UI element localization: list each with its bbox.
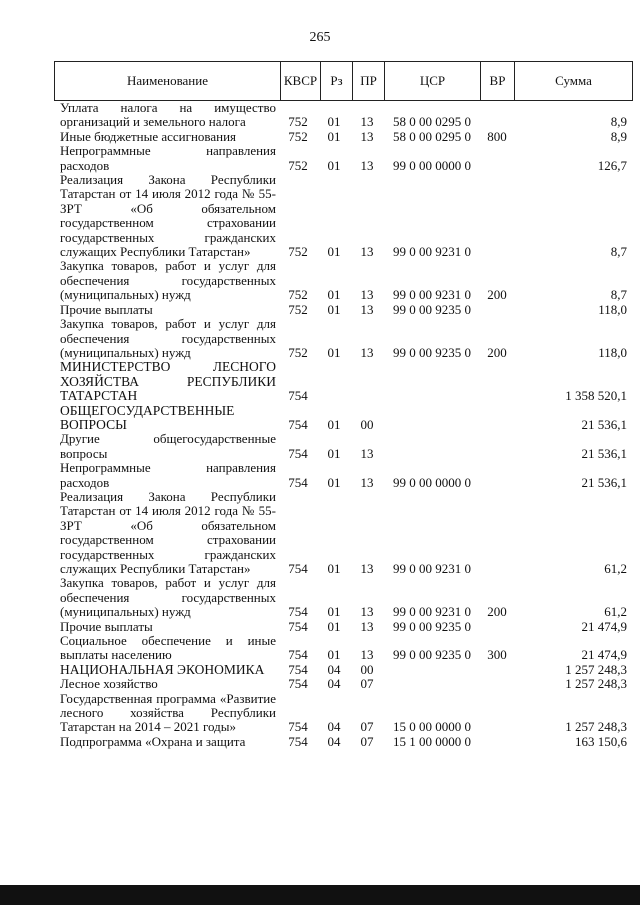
cell-pr: 13 — [360, 561, 374, 576]
cell-sum: 1 257 248,3 — [565, 661, 627, 677]
cell-rz: 01 — [327, 301, 341, 317]
cell-sum: 1 257 248,3 — [565, 676, 627, 692]
cell-pr: 00 — [360, 416, 374, 432]
cell-sum: 21 474,9 — [581, 647, 627, 663]
cell-csr: 15 1 00 0000 0 — [393, 733, 471, 749]
row-name: Государственная программа «Развитие лесного хозяйства Республики Татарстан на 2014 – 2021 годы» — [60, 690, 276, 735]
cell-pr: 07 — [360, 676, 374, 692]
table-row — [54, 360, 633, 403]
cell-pr: 00 — [360, 661, 374, 677]
cell-sum: 1 257 248,3 — [565, 719, 627, 735]
cell-sum: 126,7 — [597, 157, 627, 173]
cell-csr: 99 0 00 9235 0 — [393, 618, 471, 634]
cell-kvsr: 752 — [288, 114, 308, 130]
cell-rz: 04 — [327, 719, 341, 735]
cell-sum: 8,7 — [610, 287, 627, 303]
cell-rz: 01 — [327, 561, 341, 576]
cell-kvsr: 754 — [288, 561, 308, 576]
cell-kvsr: 752 — [288, 244, 308, 260]
row-name: Непрограммные направления расходов — [60, 460, 276, 490]
cell-vr: 200 — [487, 344, 507, 360]
row-name: Лесное хозяйство — [60, 676, 158, 692]
row-name: Другие общегосударственные вопросы — [60, 431, 276, 461]
cell-kvsr: 752 — [288, 344, 308, 360]
cell-pr: 13 — [360, 445, 374, 461]
cell-rz: 04 — [327, 733, 341, 749]
cell-kvsr: 752 — [288, 287, 308, 303]
cell-sum: 21 474,9 — [581, 618, 627, 634]
row-name: МИНИСТЕРСТВО ЛЕСНОГО ХОЗЯЙСТВА РЕСПУБЛИКИ ТАТАРСТАН — [60, 359, 276, 404]
cell-kvsr: 754 — [288, 388, 308, 404]
row-name: ОБЩЕГОСУДАРСТВЕННЫЕ ВОПРОСЫ — [60, 402, 235, 432]
table-row — [54, 173, 633, 259]
cell-sum: 8,7 — [610, 244, 627, 260]
row-name: Подпрограмма «Охрана и защита — [60, 733, 246, 749]
cell-pr: 13 — [360, 244, 374, 260]
cell-pr: 13 — [360, 474, 374, 490]
cell-pr: 13 — [360, 128, 374, 144]
row-name: Закупка товаров, работ и услуг для обеспечения государственных (муниципальных) нужд — [60, 575, 276, 620]
cell-vr: 200 — [487, 604, 507, 620]
cell-csr: 99 0 00 0000 0 — [393, 474, 471, 490]
cell-vr: 300 — [487, 647, 507, 663]
cell-rz: 01 — [327, 647, 341, 663]
budget-table — [54, 61, 633, 749]
cell-rz: 04 — [327, 676, 341, 692]
cell-csr: 99 0 00 9235 0 — [393, 301, 471, 317]
cell-kvsr: 752 — [288, 128, 308, 144]
cell-sum: 118,0 — [598, 301, 627, 317]
table-row — [54, 461, 633, 490]
cell-vr: 800 — [487, 128, 507, 144]
row-name: НАЦИОНАЛЬНАЯ ЭКОНОМИКА — [60, 661, 265, 677]
cell-rz: 01 — [327, 128, 341, 144]
cell-rz: 01 — [327, 604, 341, 620]
table-row — [54, 259, 633, 302]
cell-kvsr: 754 — [288, 474, 308, 490]
cell-csr: 15 0 00 0000 0 — [393, 719, 471, 735]
cell-pr: 07 — [360, 733, 374, 749]
cell-csr: 99 0 00 9235 0 — [393, 647, 471, 663]
row-name: Закупка товаров, работ и услуг для обеспечения государственных (муниципальных) нужд — [60, 258, 276, 303]
cell-rz: 04 — [327, 661, 341, 677]
row-name: Социальное обеспечение и иные выплаты населению — [60, 633, 276, 663]
cell-pr: 13 — [360, 604, 374, 620]
header-sum: Сумма — [555, 73, 592, 88]
cell-pr: 13 — [360, 344, 374, 360]
header-csr: ЦСР — [385, 62, 481, 100]
table-row — [54, 735, 633, 749]
cell-rz: 01 — [327, 445, 341, 461]
cell-kvsr: 754 — [288, 604, 308, 620]
row-name: Прочие выплаты — [60, 301, 153, 317]
cell-kvsr: 754 — [288, 647, 308, 663]
table-row — [54, 432, 633, 461]
cell-sum: 21 536,1 — [581, 474, 627, 490]
row-name: Иные бюджетные ассигнования — [60, 128, 237, 144]
cell-csr: 58 0 00 0295 0 — [393, 114, 471, 130]
header-name: Наименование — [55, 62, 281, 100]
cell-kvsr: 754 — [288, 661, 308, 677]
table-row — [54, 677, 633, 691]
table-row — [54, 130, 633, 144]
cell-sum: 163 150,6 — [575, 733, 627, 749]
row-name: Реализация Закона Республики Татарстан от 14 июля 2012 года № 55-ЗРТ «Об обязательном государственном страховании государственных гражданских служащих Республики Татарстан» — [60, 488, 276, 576]
row-name: Закупка товаров, работ и услуг для обеспечения государственных (муниципальных) нужд — [60, 316, 276, 360]
cell-pr: 13 — [360, 618, 374, 634]
cell-csr: 58 0 00 0295 0 — [393, 128, 471, 144]
cell-csr: 99 0 00 9231 0 — [393, 287, 471, 303]
header-vr: ВР — [481, 62, 515, 100]
scan-bottom-edge — [0, 885, 640, 905]
table-row — [54, 663, 633, 677]
cell-sum: 61,2 — [604, 561, 627, 576]
table-row — [54, 634, 633, 663]
cell-kvsr: 752 — [288, 301, 308, 317]
row-name: Реализация Закона Республики Татарстан от 14 июля 2012 года № 55-ЗРТ «Об обязательном государственном страховании государственных гражданских служащих Республики Татарстан» — [60, 172, 276, 260]
cell-rz: 01 — [327, 287, 341, 303]
cell-csr: 99 0 00 9235 0 — [393, 344, 471, 360]
cell-sum: 118,0 — [598, 344, 627, 360]
cell-pr: 13 — [360, 157, 374, 173]
row-name: Непрограммные направления расходов — [60, 143, 276, 173]
cell-csr: 99 0 00 9231 0 — [393, 561, 471, 576]
table-body — [54, 101, 633, 749]
cell-vr: 200 — [487, 287, 507, 303]
cell-kvsr: 754 — [288, 416, 308, 432]
cell-rz: 01 — [327, 618, 341, 634]
table-row — [54, 620, 633, 634]
cell-sum: 1 358 520,1 — [565, 388, 627, 404]
cell-kvsr: 754 — [288, 618, 308, 634]
cell-sum: 8,9 — [610, 114, 627, 130]
cell-csr: 99 0 00 0000 0 — [393, 157, 471, 173]
cell-pr: 13 — [360, 647, 374, 663]
table-row — [54, 101, 633, 130]
table-row — [54, 317, 633, 360]
table-row — [54, 692, 633, 735]
row-name: Уплата налога на имущество организаций и земельного налога — [60, 100, 276, 130]
table-row — [54, 404, 633, 433]
cell-sum: 21 536,1 — [581, 445, 627, 461]
cell-csr: 99 0 00 9231 0 — [393, 244, 471, 260]
cell-sum: 61,2 — [604, 604, 627, 620]
table-row — [54, 144, 633, 173]
cell-csr: 99 0 00 9231 0 — [393, 604, 471, 620]
cell-sum: 21 536,1 — [581, 416, 627, 432]
cell-kvsr: 754 — [288, 445, 308, 461]
table-row — [54, 490, 633, 576]
cell-rz: 01 — [327, 244, 341, 260]
page-number: 265 — [309, 30, 331, 45]
table-header — [54, 61, 633, 101]
row-name: Прочие выплаты — [60, 618, 153, 634]
cell-rz: 01 — [327, 416, 341, 432]
cell-sum: 8,9 — [610, 128, 627, 144]
cell-kvsr: 754 — [288, 676, 308, 692]
table-row — [54, 576, 633, 619]
cell-kvsr: 754 — [288, 733, 308, 749]
cell-rz: 01 — [327, 474, 341, 490]
cell-pr: 13 — [360, 301, 374, 317]
header-kvsr: КВСР — [281, 62, 321, 100]
cell-rz: 01 — [327, 157, 341, 173]
cell-pr: 07 — [360, 719, 374, 735]
cell-kvsr: 754 — [288, 719, 308, 735]
cell-kvsr: 752 — [288, 157, 308, 173]
cell-pr: 13 — [360, 287, 374, 303]
cell-rz: 01 — [327, 344, 341, 360]
cell-rz: 01 — [327, 114, 341, 130]
table-row — [54, 303, 633, 317]
header-rz: Рз — [321, 62, 353, 100]
header-pr: ПР — [353, 62, 385, 100]
cell-pr: 13 — [360, 114, 374, 130]
